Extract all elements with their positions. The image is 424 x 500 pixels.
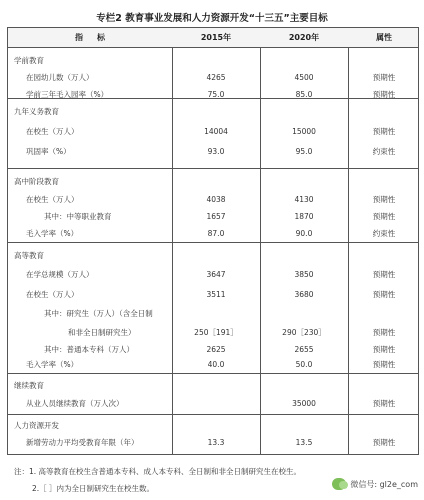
table-row	[8, 377, 418, 394]
value-2015: 13.3	[207, 438, 225, 447]
value-2020: 1870	[294, 212, 314, 221]
value-2015: 250［191］	[194, 328, 238, 337]
value-2015: 4038	[206, 195, 226, 204]
targets-table	[7, 27, 419, 455]
header-indicator: 指标	[75, 33, 119, 42]
value-2015: 3647	[206, 270, 226, 279]
header-2015: 2015年	[200, 33, 232, 42]
value-2015: 40.0	[207, 360, 225, 369]
watermark	[332, 478, 418, 490]
attribute: 预期性	[372, 328, 396, 337]
value-2020: 90.0	[295, 229, 313, 238]
indicator-name: 和非全日制研究生）	[68, 328, 136, 337]
value-2015: 3511	[206, 290, 226, 299]
value-2015: 75.0	[207, 90, 225, 99]
indicator-name: 毛入学率（%）	[26, 360, 79, 369]
table-row	[8, 434, 418, 451]
table-row	[8, 286, 418, 303]
section-divider	[8, 414, 418, 415]
value-2020: 4500	[294, 73, 314, 82]
attribute: 预期性	[372, 212, 396, 221]
indicator-name: 在校生（万人）	[26, 290, 79, 299]
indicator-name: 在校生（万人）	[26, 195, 79, 204]
table-row	[8, 52, 418, 69]
indicator-name: 巩固率（%）	[26, 147, 71, 156]
attribute: 预期性	[372, 90, 396, 99]
table-row	[8, 173, 418, 190]
footnotes	[14, 463, 301, 497]
value-2015	[172, 395, 260, 412]
section-label: 继续教育	[14, 381, 44, 390]
section-divider	[8, 168, 418, 169]
section-divider	[8, 242, 418, 243]
attribute: 预期性	[372, 345, 396, 354]
value-2020: 15000	[292, 127, 316, 136]
value-2020: 3850	[294, 270, 314, 279]
value-2020: 35000	[292, 399, 316, 408]
attribute: 预期性	[372, 438, 396, 447]
value-2020: 2655	[294, 345, 314, 354]
attribute: 预期性	[372, 195, 396, 204]
attribute: 约束性	[372, 229, 396, 238]
indicator-name: 从业人员继续教育（万人次）	[26, 399, 124, 408]
watermark-text: 微信号: gl2e_com	[350, 479, 418, 489]
table-row	[8, 247, 418, 264]
value-2020: 290［230］	[282, 328, 326, 337]
indicator-name: 在学总规模（万人）	[26, 270, 94, 279]
attribute: 预期性	[372, 127, 396, 136]
table-row	[8, 356, 418, 373]
indicator-name: 在校生（万人）	[26, 127, 79, 136]
header-attribute: 属性	[376, 33, 392, 42]
attribute: 预期性	[372, 270, 396, 279]
attribute: 预期性	[372, 399, 396, 408]
value-2015: 4265	[206, 73, 226, 82]
value-2015: 1657	[206, 212, 226, 221]
table-row	[8, 143, 418, 160]
section-label: 九年义务教育	[14, 107, 59, 116]
section-label: 人力资源开发	[14, 421, 59, 430]
table-row	[8, 69, 418, 86]
table-row	[8, 191, 418, 208]
value-2015: 93.0	[207, 147, 225, 156]
footnote: 2.［ ］内为全日制研究生在校生数。	[32, 484, 155, 493]
value-2015: 87.0	[207, 229, 225, 238]
indicator-name: 其中：普通本专科（万人）	[44, 345, 134, 354]
table-row	[8, 417, 418, 434]
indicator-name: 其中：研究生（万人）（含全日制	[44, 309, 153, 318]
table-row	[8, 123, 418, 140]
indicator-name: 新增劳动力平均受教育年限（年）	[26, 438, 139, 447]
table-row	[8, 86, 418, 103]
attribute: 预期性	[372, 360, 396, 369]
wechat-icon	[332, 478, 346, 490]
footnote: 注：1. 高等教育在校生含普通本专科、成人本专科、全日制和非全日制研究生在校生。	[14, 467, 302, 476]
value-2020: 95.0	[295, 147, 313, 156]
value-2015: 14004	[204, 127, 228, 136]
header-2020: 2020年	[288, 33, 320, 42]
section-divider	[8, 373, 418, 374]
table-row	[8, 266, 418, 283]
page-title: 专栏2 教育事业发展和人力资源开发“十三五”主要目标	[96, 13, 328, 24]
value-2020: 4130	[294, 195, 314, 204]
indicator-name: 学前三年毛入园率（%）	[26, 90, 109, 99]
table-row	[8, 225, 418, 242]
table-row	[8, 324, 418, 341]
value-2020: 3680	[294, 290, 314, 299]
value-2020: 13.5	[295, 438, 313, 447]
value-2020: 85.0	[295, 90, 313, 99]
attribute: 预期性	[372, 290, 396, 299]
table-row	[8, 395, 418, 412]
value-2020: 50.0	[295, 360, 313, 369]
attribute: 预期性	[372, 73, 396, 82]
attribute: 约束性	[372, 147, 396, 156]
table-row	[8, 208, 418, 225]
indicator-name: 其中：中等职业教育	[44, 212, 112, 221]
section-label: 高中阶段教育	[14, 177, 59, 186]
value-2015: 2625	[206, 345, 226, 354]
table-header	[8, 28, 418, 48]
indicator-name: 毛入学率（%）	[26, 229, 79, 238]
table-row	[8, 103, 418, 120]
table-row	[8, 305, 418, 322]
section-label: 学前教育	[14, 56, 44, 65]
indicator-name: 在园幼儿数（万人）	[26, 73, 94, 82]
section-label: 高等教育	[14, 251, 44, 260]
